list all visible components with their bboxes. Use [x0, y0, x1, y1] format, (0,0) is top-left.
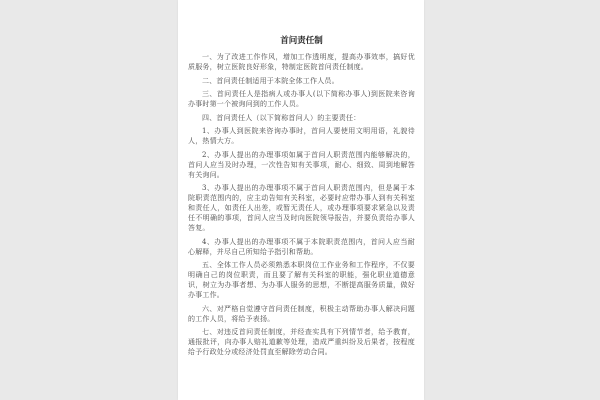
paragraph-6: 2、办事人提出的办理事项如属于首问人职责范围内能够解决的，首问人应当及时办理，一次性告知有关事项，耐心、细致、周到地解答有关询问。: [188, 150, 415, 179]
paragraph-7: 3、办事人提出的办理事项不属于首问人职责范围内，但是属于本院职责范围内的，应主动告知有关科室，必要时应带办事人到有关科室和责任人，如责任人出差，或暂无责任人，或办理事项要求紧急以及责任不明确的事项，首问人应当及时向医院领导报告，并要负责给办事人答复。: [188, 184, 415, 232]
paragraph-1: 一、为了改进工作作风，增加工作透明度，提高办事效率，搞好优质服务，树立医院良好形象，特制定医院首问责任制度。: [188, 53, 415, 71]
paragraph-3: 三、首问责任人是指病人或办事人(以下简称办事人)到医院来咨询办事时第一个被询问到的工作人员。: [188, 90, 415, 108]
document-body: [188, 36, 415, 361]
paragraph-11: 七、对违反首问责任制度，并经查实具有下列情节者，给予教育，通报批评，向办事人赔礼道歉等处理，造成严重纠纷及后果者，按程度给予行政处分或经济处罚直至解除劳动合同。: [188, 328, 415, 356]
document-page: [178, 0, 424, 400]
paragraph-5: 1、办事人到医院来咨询办事时，首问人要使用文明用语，礼貌待人，热情大方。: [188, 127, 415, 145]
paragraph-10: 六、对严格自觉遵守首问责任制度，积极主动帮助办事人解决问题的工作人员，将给予表扬。: [188, 304, 415, 323]
paragraph-9: 五、全体工作人员必须熟悉本职岗位工作业务和工作程序，不仅要明确自己的岗位职责，而且要了解有关科室的职能，强化职业道德意识，树立为办事者想、为办事人服务的思想，不断提高服务质量，做好办事工作。: [188, 261, 415, 299]
paragraph-8: 4、办事人提出的办理事项不属于本院职责范围内，首问人应当耐心解释，并尽自己所知给予指引和帮助。: [188, 237, 415, 256]
document-title: 首问责任制: [280, 36, 323, 46]
paragraph-4: 四、首问责任人（以下简称首问人）的主要责任：: [202, 113, 361, 122]
paragraph-2: 二、首问责任制适用于本院全体工作人员。: [202, 76, 339, 85]
